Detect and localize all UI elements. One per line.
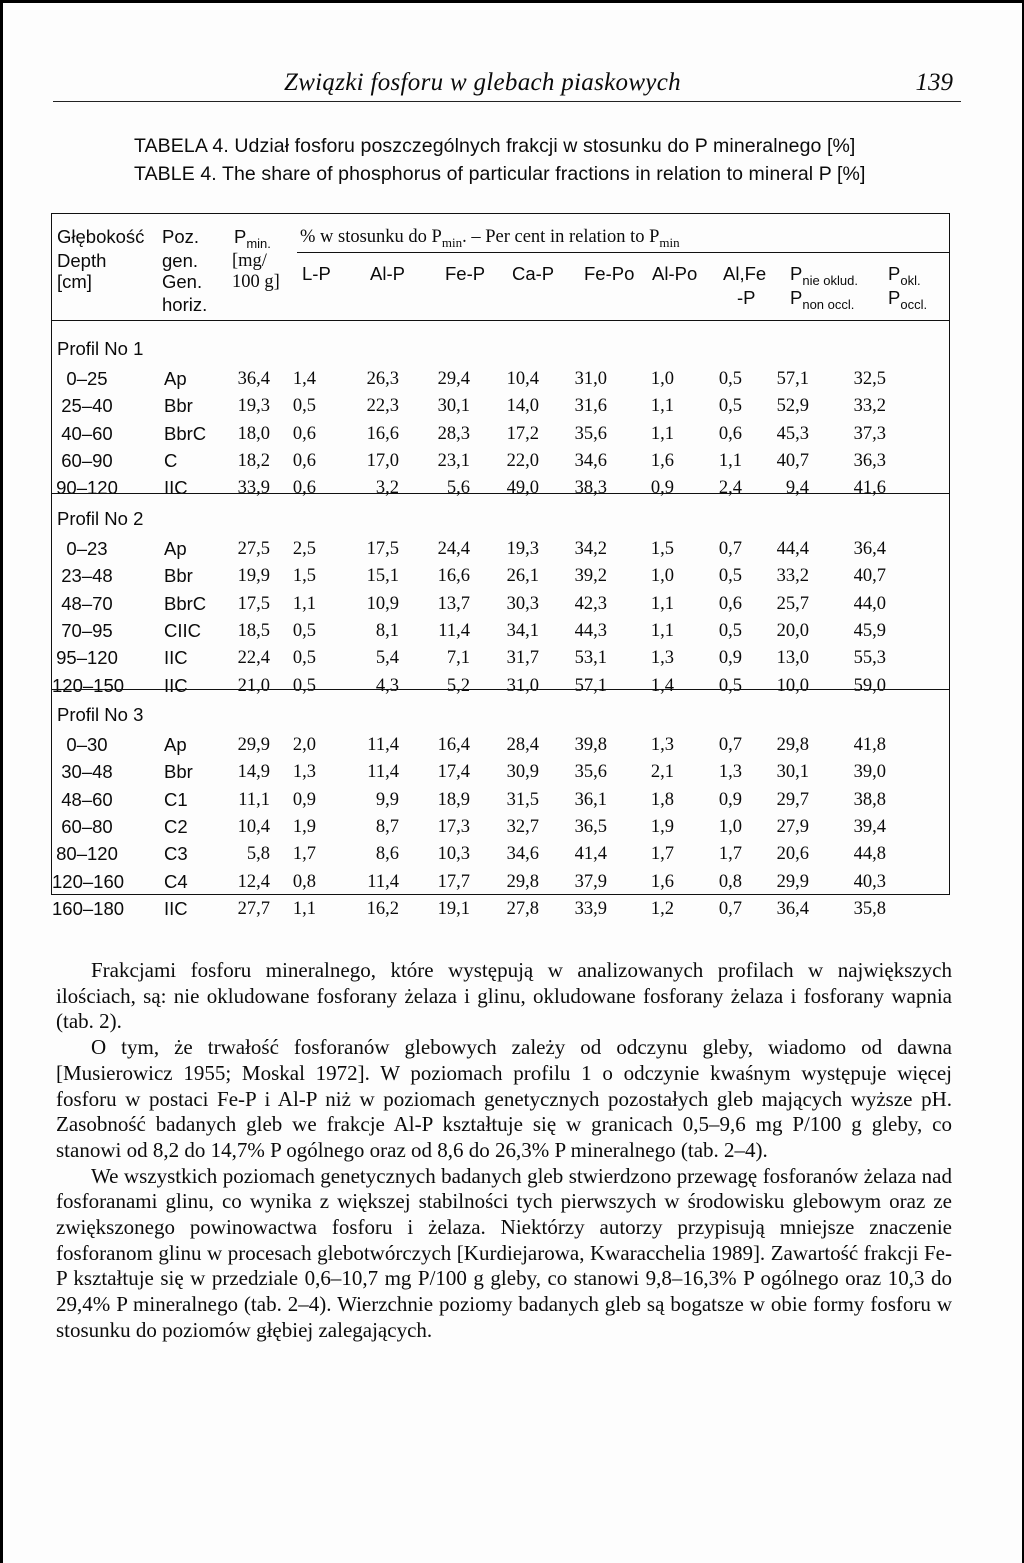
table-cell: 18,5 bbox=[237, 620, 270, 641]
table-cell: 1,7 bbox=[718, 844, 742, 865]
table-cell: 1,4 bbox=[292, 369, 316, 389]
col-l-p: L-P bbox=[302, 263, 331, 284]
table-cell: 45,9 bbox=[853, 620, 886, 641]
table-cell: 14,9 bbox=[237, 762, 270, 783]
table-cell: 16,6 bbox=[366, 423, 399, 444]
table-cell: 120–150 bbox=[52, 674, 125, 696]
profile-separator-rule bbox=[52, 493, 949, 494]
paragraph: We wszystkich poziomach genetycznych badanych gleb stwierdzono przewagę fosforanów żelaza nad fosforanami glinu, co wynika z większej stabilności tych pierwszych w środowisku glebowym oraz ze zwiększonego powinowactwa fosforu i żelaza. Niektórzy autorzy przypisują mniejsze znaczenie fosforanom glinu w procesach glebotwórczych [Kurdiejarowa, Kwaracchelia 1989]. Zawartość frakcji Fe-P kształtuje się w przedziale 0,6–10,7 mg P/100 g gleby, co stanowi 9,8–16,3% P ogólnego oraz 10,3 do 29,4% P mineralnego (tab. 2–4). Wierzchnie poziomy badanych gleb są bogatsze w obie formy fosforu w stosunku do poziomów głębiej zalegających. bbox=[56, 1163, 952, 1342]
table-cell: 0,6 bbox=[718, 423, 742, 444]
table-cell: 17,7 bbox=[437, 871, 470, 892]
table-cell: 35,6 bbox=[574, 423, 607, 444]
table-cell: 16,4 bbox=[437, 735, 470, 755]
table-cell: 29,8 bbox=[776, 735, 809, 755]
table-cell: 19,3 bbox=[506, 539, 539, 559]
table-cell: 1,3 bbox=[650, 648, 674, 669]
table-cell: BbrC bbox=[164, 422, 207, 444]
table-cell: 0,8 bbox=[718, 871, 742, 892]
body-text bbox=[56, 958, 952, 1344]
table-cell: 1,1 bbox=[650, 423, 674, 444]
table-cell: 60–90 bbox=[61, 449, 113, 471]
table-cell: 11,4 bbox=[367, 735, 399, 755]
table-cell: 15,1 bbox=[366, 566, 399, 587]
table-row bbox=[52, 789, 949, 819]
table-cell: 90–120 bbox=[56, 477, 118, 499]
table-row bbox=[52, 423, 949, 453]
table-cell: 5,8 bbox=[246, 844, 270, 865]
table-cell: 31,6 bbox=[574, 396, 607, 417]
table-cell: 0,5 bbox=[718, 566, 742, 587]
table-cell: 16,6 bbox=[437, 566, 470, 587]
table-cell: 17,5 bbox=[237, 593, 270, 614]
table-cell: 44,0 bbox=[853, 593, 886, 614]
table-cell: 1,7 bbox=[650, 844, 674, 865]
table-cell: 40–60 bbox=[61, 422, 113, 444]
table-cell: 29,8 bbox=[506, 871, 539, 892]
page-number: 139 bbox=[915, 69, 953, 96]
table-cell: 80–120 bbox=[56, 843, 118, 865]
col-fe-p: Fe-P bbox=[445, 263, 486, 284]
table-cell: 55,3 bbox=[853, 648, 886, 669]
header-pmin-unit-1: [mg/ bbox=[232, 251, 267, 271]
table-cell: 1,4 bbox=[650, 675, 674, 696]
table-cell: 31,5 bbox=[506, 789, 539, 810]
table-row bbox=[52, 843, 949, 873]
table-cell: 19,1 bbox=[437, 898, 470, 919]
table-cell: 45,3 bbox=[776, 423, 809, 444]
table-cell: 10,4 bbox=[506, 369, 539, 389]
table-cell: 1,8 bbox=[650, 789, 674, 810]
table-cell: 8,6 bbox=[375, 844, 399, 865]
table-cell: 28,3 bbox=[437, 423, 470, 444]
table-cell: 22,3 bbox=[366, 396, 399, 417]
table-cell: 70–95 bbox=[61, 619, 113, 641]
table-cell: 30–48 bbox=[61, 761, 113, 783]
table-cell: BbrC bbox=[164, 592, 207, 614]
col-p-nie-oklud: $P_{nie oklud.}$ bbox=[790, 263, 858, 288]
table-cell: 20,0 bbox=[776, 620, 809, 641]
table-cell: 37,9 bbox=[574, 871, 607, 892]
col-al-po: Al-Po bbox=[652, 263, 698, 284]
col-p-okl: $P_{okl.}$ bbox=[888, 263, 921, 288]
table-cell: 0,5 bbox=[292, 675, 316, 696]
table-cell: 27,7 bbox=[237, 898, 270, 919]
paragraph: O tym, że trwałość fosforanów glebowych zależy od odczynu gleby, wiadomo od dawna [Musierowicz 1955; Moskal 1972]. W poziomach profilu 1 o odczynie kwaśnym występuje więcej fosforu w postaci Fe-P i Al-P niż w poziomach genetycznych pozostałych gleb mających wyższe pH. Zasobność badanych gleb we frakcje Al-P kształtuje się w granicach 0,5–9,6 mg P/100 g gleby, co stanowi od 8,2 do 14,7% P ogólnego oraz od 8,6 do 26,3% P mineralnego (tab. 2–4). bbox=[56, 1035, 952, 1162]
table-cell: 1,1 bbox=[292, 593, 316, 614]
table-cell: 30,9 bbox=[506, 762, 539, 783]
table-cell: 17,0 bbox=[366, 450, 399, 471]
table-row bbox=[52, 734, 949, 764]
table-cell: 33,2 bbox=[853, 396, 886, 417]
table-cell: 11,4 bbox=[367, 871, 399, 892]
header-bottom-rule bbox=[52, 320, 949, 321]
table-cell: 33,9 bbox=[574, 898, 607, 919]
table-row bbox=[52, 368, 949, 398]
table-cell: 60–80 bbox=[61, 815, 113, 837]
table-cell: 7,1 bbox=[446, 648, 470, 669]
table-cell: 0,7 bbox=[718, 539, 742, 559]
table-cell: C bbox=[164, 449, 178, 471]
table-cell: 18,2 bbox=[237, 450, 270, 471]
table-cell: 120–160 bbox=[52, 870, 125, 892]
table-cell: 17,2 bbox=[506, 423, 539, 444]
table-cell: 10,0 bbox=[776, 675, 809, 696]
table-cell: 48–70 bbox=[61, 592, 113, 614]
table-cell: 19,3 bbox=[237, 396, 270, 417]
table-cell: 0–25 bbox=[66, 368, 108, 389]
table-row bbox=[52, 450, 949, 480]
table-cell: C3 bbox=[164, 843, 188, 865]
table-cell: 5,4 bbox=[375, 648, 399, 669]
table-cell: 49,0 bbox=[506, 478, 539, 499]
table-cell: 20,6 bbox=[776, 844, 809, 865]
header-pmin-unit-2: 100 g] bbox=[232, 272, 280, 292]
table-cell: 2,4 bbox=[718, 478, 742, 499]
table-cell: 36,4 bbox=[237, 369, 270, 389]
header-group: % w stosunku do $P_{min}$. – Per cent in relation to $P_{min}$ bbox=[300, 227, 680, 250]
table-cell: 26,1 bbox=[506, 566, 539, 587]
table-cell: C1 bbox=[164, 788, 188, 810]
table-cell: 0,5 bbox=[718, 675, 742, 696]
page bbox=[3, 3, 1022, 1563]
table-cell: 0,5 bbox=[718, 369, 742, 389]
table-cell: 29,9 bbox=[776, 871, 809, 892]
header-pmin: $P_{min.}$ bbox=[234, 226, 271, 251]
table-cell: 1,3 bbox=[650, 735, 674, 755]
table-cell: 0,7 bbox=[718, 898, 742, 919]
running-header-title: Związki fosforu w glebach piaskowych bbox=[284, 69, 681, 96]
table-cell: 8,7 bbox=[375, 816, 399, 837]
table-cell: 2,1 bbox=[650, 762, 674, 783]
table-cell: 53,1 bbox=[574, 648, 607, 669]
col-ca-p: Ca-P bbox=[512, 263, 555, 284]
table-cell: 36,4 bbox=[776, 898, 809, 919]
table-cell: 30,1 bbox=[437, 396, 470, 417]
table-cell: 1,6 bbox=[650, 871, 674, 892]
table-cell: 40,3 bbox=[853, 871, 886, 892]
running-header bbox=[53, 69, 961, 102]
table-cell: 1,2 bbox=[650, 898, 674, 919]
table-cell: 0,5 bbox=[292, 648, 316, 669]
table-cell: Bbr bbox=[164, 565, 193, 587]
table-cell: 44,8 bbox=[853, 844, 886, 865]
table-cell: 38,3 bbox=[574, 478, 607, 499]
table-cell: 44,4 bbox=[776, 539, 809, 559]
table-cell: 29,7 bbox=[776, 789, 809, 810]
table-cell: 29,9 bbox=[237, 735, 270, 755]
table-cell: 27,5 bbox=[237, 539, 270, 559]
table-cell: 1,6 bbox=[650, 450, 674, 471]
header-depth-en: Depth bbox=[57, 250, 107, 271]
table-cell: IIC bbox=[164, 477, 188, 499]
table-cell: 1,1 bbox=[650, 396, 674, 417]
header-horizon-en-1: Gen. bbox=[162, 271, 203, 292]
table-cell: 41,4 bbox=[574, 844, 607, 865]
header-depth-pl: Głębokość bbox=[57, 226, 145, 247]
table-cell: 11,4 bbox=[438, 620, 470, 641]
table-cell: 0,9 bbox=[718, 648, 742, 669]
header-group-rule bbox=[297, 252, 949, 253]
table-cell: 41,8 bbox=[853, 735, 886, 755]
table-cell: 11,4 bbox=[367, 762, 399, 783]
table-cell: 1,0 bbox=[650, 369, 674, 389]
table-caption-english: TABLE 4. The share of phosphorus of particular fractions in relation to mineral P [%] bbox=[134, 163, 866, 185]
table-cell: 8,1 bbox=[375, 620, 399, 641]
table-cell: 36,1 bbox=[574, 789, 607, 810]
profile-separator-rule bbox=[52, 689, 949, 690]
paragraph: Frakcjami fosforu mineralnego, które występują w analizowanych profilach w największych ilościach, są: nie okludowane fosforany żelaza i glinu, okludowane fosforany żelaza i fosforany wapnia (tab. 2). bbox=[56, 958, 952, 1034]
table-cell: 14,0 bbox=[506, 396, 539, 417]
table-cell: 34,2 bbox=[574, 539, 607, 559]
col-al-p: Al-P bbox=[370, 263, 405, 284]
table-cell: 0,6 bbox=[292, 450, 316, 471]
table-cell: IIC bbox=[164, 674, 188, 696]
table-cell: 95–120 bbox=[56, 647, 118, 669]
table-cell: 59,0 bbox=[853, 675, 886, 696]
table-cell: 39,4 bbox=[853, 816, 886, 837]
table-cell: 5,2 bbox=[446, 675, 470, 696]
table-cell: 21,0 bbox=[237, 675, 270, 696]
table-cell: 0,7 bbox=[718, 735, 742, 755]
table-cell: 28,4 bbox=[506, 735, 539, 755]
header-horizon-en-2: horiz. bbox=[162, 294, 208, 315]
table-cell: 31,0 bbox=[506, 675, 539, 696]
table-cell: 16,2 bbox=[366, 898, 399, 919]
table-cell: 32,7 bbox=[506, 816, 539, 837]
table-cell: 0,6 bbox=[718, 593, 742, 614]
table-cell: 19,9 bbox=[237, 566, 270, 587]
table-row bbox=[52, 816, 949, 846]
table-cell: 34,1 bbox=[506, 620, 539, 641]
table-cell: 0,5 bbox=[292, 396, 316, 417]
table-cell: Bbr bbox=[164, 395, 193, 417]
table-cell: 0,5 bbox=[718, 620, 742, 641]
table-cell: 41,6 bbox=[853, 478, 886, 499]
table-cell: Ap bbox=[164, 368, 187, 389]
table-cell: 37,3 bbox=[853, 423, 886, 444]
table-row bbox=[52, 538, 949, 568]
table-cell: 36,5 bbox=[574, 816, 607, 837]
table-cell: 29,4 bbox=[437, 369, 470, 389]
table-cell: 34,6 bbox=[574, 450, 607, 471]
table-cell: 44,3 bbox=[574, 620, 607, 641]
table-cell: 18,0 bbox=[237, 423, 270, 444]
table-cell: 1,0 bbox=[718, 816, 742, 837]
table-cell: 27,9 bbox=[776, 816, 809, 837]
table-cell: 9,9 bbox=[375, 789, 399, 810]
table-cell: 10,3 bbox=[437, 844, 470, 865]
table-cell: 11,1 bbox=[238, 789, 270, 810]
table-cell: 10,4 bbox=[237, 816, 270, 837]
col-p-non-occl: $P_{non occl.}$ bbox=[790, 287, 855, 312]
table-cell: 39,8 bbox=[574, 735, 607, 755]
table-cell: 1,5 bbox=[292, 566, 316, 587]
table-cell: 35,8 bbox=[853, 898, 886, 919]
table-cell: 1,5 bbox=[650, 539, 674, 559]
table-row bbox=[52, 620, 949, 650]
table-cell: 13,0 bbox=[776, 648, 809, 669]
table-cell: 39,2 bbox=[574, 566, 607, 587]
profile-title: Profil No 3 bbox=[57, 704, 144, 725]
phosphorus-fractions-table bbox=[51, 213, 950, 919]
table-cell: 1,9 bbox=[292, 816, 316, 837]
table-cell: 25–40 bbox=[61, 395, 113, 417]
table-cell: 12,4 bbox=[237, 871, 270, 892]
table-row bbox=[52, 871, 949, 901]
table-cell: 1,1 bbox=[292, 898, 316, 919]
table-cell: 0,8 bbox=[292, 871, 316, 892]
table-cell: C4 bbox=[164, 870, 188, 892]
table-cell: 17,4 bbox=[437, 762, 470, 783]
table-cell: 0–23 bbox=[66, 538, 108, 559]
table-cell: IIC bbox=[164, 897, 188, 919]
table-cell: 1,7 bbox=[292, 844, 316, 865]
table-cell: 25,7 bbox=[776, 593, 809, 614]
table-cell: 36,3 bbox=[853, 450, 886, 471]
col-alfe-p-2: -P bbox=[737, 287, 756, 308]
table-cell: 23–48 bbox=[61, 565, 113, 587]
table-cell: 2,0 bbox=[292, 735, 316, 755]
col-p-occl: $P_{occl.}$ bbox=[888, 287, 928, 312]
table-cell: Ap bbox=[164, 538, 187, 559]
table-cell: 0,6 bbox=[292, 478, 316, 499]
table-cell: 9,4 bbox=[785, 478, 809, 499]
table-cell: Ap bbox=[164, 734, 187, 755]
table-cell: 33,2 bbox=[776, 566, 809, 587]
table-cell: 0,5 bbox=[718, 396, 742, 417]
table-cell: 38,8 bbox=[853, 789, 886, 810]
table-cell: 52,9 bbox=[776, 396, 809, 417]
table-cell: 0,9 bbox=[292, 789, 316, 810]
table-cell: 0,9 bbox=[718, 789, 742, 810]
table-cell: 1,1 bbox=[650, 593, 674, 614]
table-cell: 31,0 bbox=[574, 369, 607, 389]
table-cell: 1,9 bbox=[650, 816, 674, 837]
table-cell: 0,6 bbox=[292, 423, 316, 444]
table-cell: 13,7 bbox=[437, 593, 470, 614]
table-row bbox=[52, 593, 949, 623]
table-cell: 34,6 bbox=[506, 844, 539, 865]
table-cell: 40,7 bbox=[853, 566, 886, 587]
table-cell: 5,6 bbox=[446, 478, 470, 499]
table-cell: 0–30 bbox=[66, 734, 108, 755]
table-cell: 33,9 bbox=[237, 478, 270, 499]
table-cell: 57,1 bbox=[574, 675, 607, 696]
table-cell: 32,5 bbox=[853, 369, 886, 389]
table-cell: 24,4 bbox=[437, 539, 470, 559]
col-fe-po: Fe-Po bbox=[584, 263, 635, 284]
table-row bbox=[52, 647, 949, 677]
table-cell: 17,5 bbox=[366, 539, 399, 559]
col-alfe-p-1: Al,Fe bbox=[723, 263, 767, 284]
table-cell: Bbr bbox=[164, 761, 193, 783]
table-cell: 22,0 bbox=[506, 450, 539, 471]
table-cell: 18,9 bbox=[437, 789, 470, 810]
profile-title: Profil No 2 bbox=[57, 508, 144, 529]
table-cell: 4,3 bbox=[375, 675, 399, 696]
header-depth-unit: [cm] bbox=[57, 271, 92, 292]
table-cell: 22,4 bbox=[237, 648, 270, 669]
table-cell: 1,0 bbox=[650, 566, 674, 587]
table-cell: 57,1 bbox=[776, 369, 809, 389]
header-horizon-pl-1: Poz. bbox=[162, 226, 200, 247]
profile-title: Profil No 1 bbox=[57, 338, 144, 359]
table-cell: C2 bbox=[164, 815, 188, 837]
table-cell: 30,3 bbox=[506, 593, 539, 614]
table-cell: 48–60 bbox=[61, 788, 113, 810]
table-cell: 1,3 bbox=[292, 762, 316, 783]
table-cell: 17,3 bbox=[437, 816, 470, 837]
table-cell: 10,9 bbox=[366, 593, 399, 614]
table-row bbox=[52, 395, 949, 425]
table-cell: 39,0 bbox=[853, 762, 886, 783]
table-cell: 3,2 bbox=[375, 478, 399, 499]
table-cell: CIIC bbox=[164, 619, 201, 641]
table-cell: 1,1 bbox=[718, 450, 742, 471]
table-cell: 27,8 bbox=[506, 898, 539, 919]
table-cell: IIC bbox=[164, 647, 188, 669]
table-cell: 23,1 bbox=[437, 450, 470, 471]
table-cell: 1,1 bbox=[650, 620, 674, 641]
header-horizon-pl-2: gen. bbox=[162, 250, 199, 271]
table-cell: 160–180 bbox=[52, 897, 125, 919]
table-cell: 26,3 bbox=[366, 369, 399, 389]
table-cell: 1,3 bbox=[718, 762, 742, 783]
table-row bbox=[52, 898, 949, 928]
table-row bbox=[52, 565, 949, 595]
table-cell: 30,1 bbox=[776, 762, 809, 783]
table-cell: 0,9 bbox=[650, 478, 674, 499]
table-cell: 0,5 bbox=[292, 620, 316, 641]
table-cell: 31,7 bbox=[506, 648, 539, 669]
table-cell: 36,4 bbox=[853, 539, 886, 559]
table-cell: 2,5 bbox=[292, 539, 316, 559]
table-cell: 35,6 bbox=[574, 762, 607, 783]
table-caption-polish: TABELA 4. Udział fosforu poszczególnych frakcji w stosunku do P mineralnego [%] bbox=[134, 135, 856, 157]
table-row bbox=[52, 761, 949, 791]
table-cell: 40,7 bbox=[776, 450, 809, 471]
table-cell: 42,3 bbox=[574, 593, 607, 614]
